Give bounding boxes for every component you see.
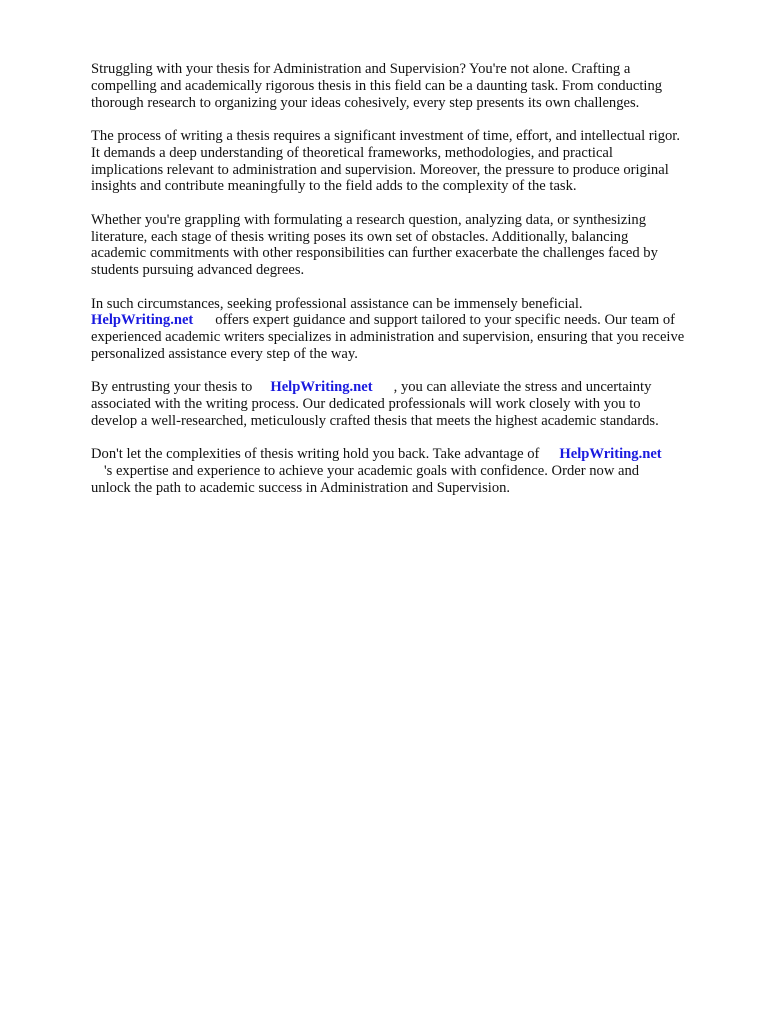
paragraph-process [91,128,727,195]
text-fragment: Don't let the complexities of thesis writing hold you back. Take advantage of [91,446,540,463]
text-line: Struggling with your thesis for Administration and Supervision? You're not alone. Crafting a [91,61,631,77]
text-line: academic commitments with other responsibilities can further exacerbate the challenges faced by [91,245,658,262]
document-body [91,61,727,513]
helpwriting-link[interactable]: HelpWriting.net [91,312,194,329]
text-line: literature, each stage of thesis writing poses its own set of obstacles. Additionally, balancing [91,228,629,245]
text-fragment: By entrusting your thesis to [91,379,253,396]
paragraph-intro [91,61,727,111]
paragraph-obstacles [91,212,727,279]
paragraph-closing [91,446,727,496]
text-line: students pursuing advanced degrees. [91,262,305,279]
text-fragment: offers expert guidance and support tailored to your specific needs. Our team of [215,312,675,329]
text-line: develop a well-researched, meticulously crafted thesis that meets the highest academic standards. [91,412,659,429]
text-line [91,446,727,463]
paragraph-assistance [91,296,727,363]
text-line [91,379,727,396]
text-line: insights and contribute meaningfully to the field adds to the complexity of the task. [91,178,577,195]
text-fragment: , you can alleviate the stress and uncertainty [393,379,652,396]
text-line: It demands a deep understanding of theoretical frameworks, methodologies, and practical [91,144,613,161]
text-line: associated with the writing process. Our dedicated professionals will work closely with you to [91,396,641,413]
helpwriting-link[interactable]: HelpWriting.net [559,446,662,463]
text-line: unlock the path to academic success in Administration and Supervision. [91,479,511,496]
text-line: compelling and academically rigorous thesis in this field can be a daunting task. From conducting [91,77,663,94]
paragraph-entrusting [91,379,727,429]
text-line: Whether you're grappling with formulating a research question, analyzing data, or synthesizing [91,211,646,228]
text-line: implications relevant to administration and supervision. Moreover, the pressure to produce original [91,161,669,178]
helpwriting-link[interactable]: HelpWriting.net [270,379,373,396]
text-fragment: 's expertise and experience to achieve your academic goals with confidence. Order now and [104,463,640,480]
text-line: The process of writing a thesis requires a significant investment of time, effort, and intellectual rigor. [91,127,680,144]
text-line [91,312,727,329]
text-line: personalized assistance every step of the way. [91,345,358,362]
text-line: thorough research to organizing your ideas cohesively, every step presents its own challenges. [91,94,640,111]
text-line [91,463,727,480]
text-line: experienced academic writers specializes in administration and supervision, ensuring that you receive [91,329,685,346]
text-line: In such circumstances, seeking professional assistance can be immensely beneficial. [91,295,583,312]
